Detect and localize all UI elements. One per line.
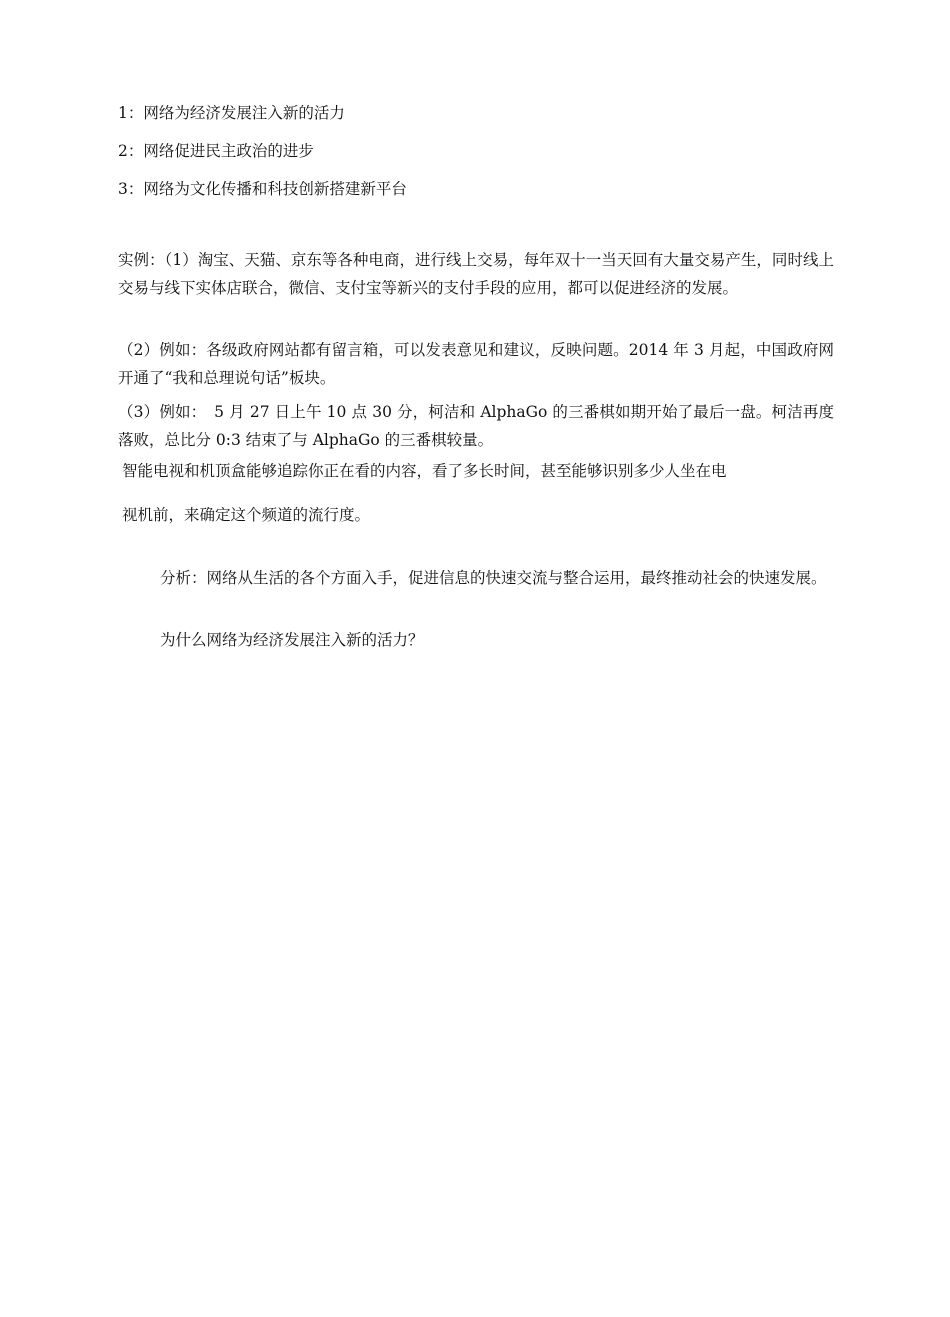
question-paragraph: 为什么网络为经济发展注入新的活力？ — [160, 631, 424, 649]
example-3: （3）例如： 5 月 27 日上午 10 点 30 分，柯洁和 AlphaGo 的三番棋如期开始了最后一盘。柯洁再度落败，总比分 0:3 结束了与 AlphaGo 的三番棋较量。 — [118, 403, 834, 449]
point-2: 2：网络促进民主政治的进步 — [118, 142, 314, 160]
example-4-line-2: 视机前，来确定这个频道的流行度。 — [122, 506, 371, 524]
point-3: 3：网络为文化传播和科技创新搭建新平台 — [118, 180, 407, 198]
point-1: 1：网络为经济发展注入新的活力 — [118, 104, 345, 122]
example-1: 实例：（1）淘宝、天猫、京东等各种电商，进行线上交易，每年双十一当天回有大量交易产生，同时线上交易与线下实体店联合，微信、支付宝等新兴的支付手段的应用，都可以促进经济的发展。 — [118, 251, 834, 297]
example-4-line-1: 智能电视和机顶盒能够追踪你正在看的内容，看了多长时间，甚至能够识别多少人坐在电 — [122, 462, 727, 480]
example-2: （2）例如：各级政府网站都有留言箱，可以发表意见和建议，反映问题。2014 年 3 月起，中国政府网开通了“我和总理说句话”板块。 — [118, 341, 834, 387]
analysis-paragraph: 分析：网络从生活的各个方面入手，促进信息的快速交流与整合运用，最终推动社会的快速发展。 — [160, 569, 827, 587]
